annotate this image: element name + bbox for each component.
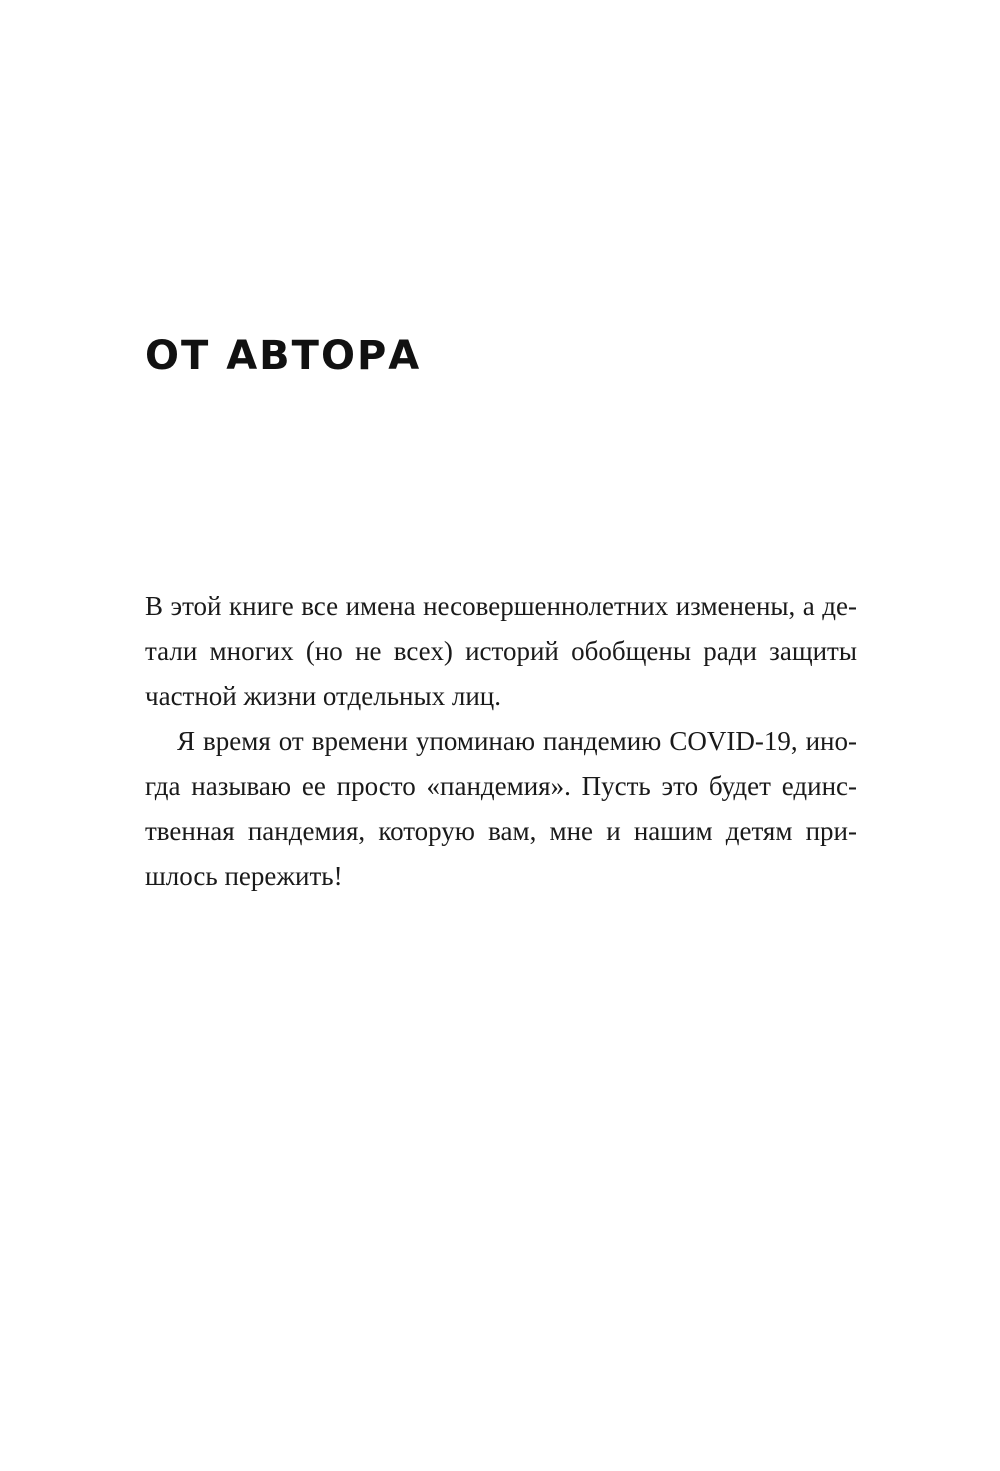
chapter-title: ОТ АВТОРА: [145, 333, 422, 379]
paragraph-2-line-3: твенная пандемия, которую вам, мне и нашим детям при-: [145, 816, 857, 846]
paragraph-1-line-2: тали многих (но не всех) историй обобщены ради защиты: [145, 636, 857, 666]
paragraph-2-line-1: Я время от времени упоминаю пандемию COVID-19, ино-: [177, 726, 857, 756]
body-text: [145, 584, 857, 899]
paragraph-1-line-3: частной жизни отдельных лиц.: [145, 681, 501, 711]
paragraph-1-line-1: В этой книге все имена несовершеннолетних изменены, а де-: [145, 591, 857, 621]
paragraph-2-line-2: гда называю ее просто «пандемия». Пусть это будет единс-: [145, 771, 857, 801]
paragraph-2-line-4: шлось пережить!: [145, 861, 343, 891]
